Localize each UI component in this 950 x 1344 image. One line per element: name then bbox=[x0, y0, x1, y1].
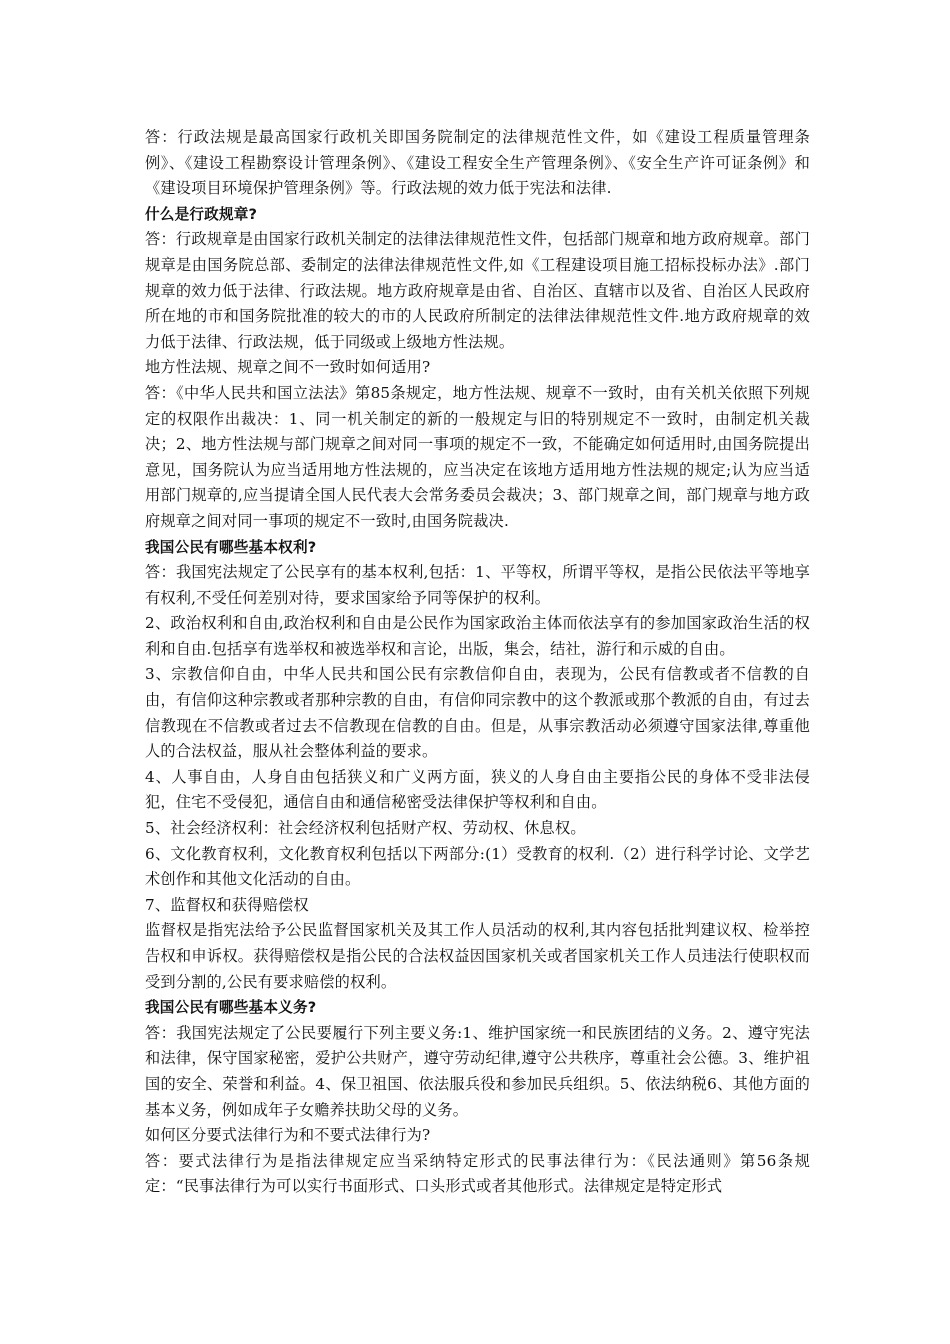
list-item-cultural-education-rights: 6、文化教育权利，文化教育权利包括以下两部分:(1）受教育的权利.（2）进行科学讨论、文学艺术创作和其他文化活动的自由。 bbox=[145, 844, 810, 889]
question-heading-basic-rights: 我国公民有哪些基本权利? bbox=[145, 538, 317, 556]
question-heading-administrative-rules: 什么是行政规章? bbox=[145, 205, 258, 223]
paragraph-supervision-compensation-detail: 监督权是指宪法给予公民监督国家机关及其工作人员活动的权利,其内容包括批判建议权、检举控告权和申诉权。获得赔偿权是指公民的合法权益因国家机关或者国家机关工作人员违法行使职权而受到分割的,公民有要求赔偿的权利。 bbox=[145, 921, 810, 991]
list-item-religious-freedom: 3、宗教信仰自由，中华人民共和国公民有宗教信仰自由，表现为，公民有信教或者不信教的自由，有信仰这种宗教或者那种宗教的自由，有信仰同宗教中的这个教派或那个教派的自由，有过去信教现在不信教或者过去不信教现在信教的自由。但是，从事宗教活动必须遵守国家法律,尊重他人的合法权益，服从社会整体利益的要求。 bbox=[145, 665, 810, 761]
answer-paragraph-equality-right: 答：我国宪法规定了公民享有的基本权利,包括：1、平等权，所谓平等权，是指公民依法平等地享有权利,不受任何差别对待，要求国家给予同等保护的权利。 bbox=[145, 563, 810, 607]
list-item-political-rights: 2、政治权利和自由,政治权利和自由是公民作为国家政治主体而依法享有的参加国家政治生活的权利和自由.包括享有选举权和被选举权和言论，出版，集会，结社，游行和示威的自由。 bbox=[145, 614, 810, 658]
answer-paragraph-formal-legal-acts: 答：要式法律行为是指法律规定应当采纳特定形式的民事法律行为：《民法通则》第56条规定：“民事法律行为可以实行书面形式、口头形式或者其他形式。法律规定是特定形式 bbox=[145, 1151, 810, 1196]
list-item-personal-freedom: 4、人事自由，人身自由包括狭义和广义两方面，狭义的人身自由主要指公民的身体不受非法侵犯，住宅不受侵犯，通信自由和通信秘密受法律保护等权利和自由。 bbox=[145, 767, 810, 812]
answer-paragraph-conflict-application: 答：《中华人民共和国立法法》第85条规定，地方性法规、规章不一致时，由有关机关依照下列规定的权限作出裁决：1、同一机关制定的新的一般规定与旧的特别规定不一致时，由制定机关裁决；2、地方性法规与部门规章之间对同一事项的规定不一致，不能确定如何适用时,由国务院提出意见，国务院认为应当适用地方性法规的，应当决定在该地方适用地方性法规的规定;认为应当适用部门规章的,应当提请全国人民代表大会常务委员会裁决；3、部门规章之间，部门规章与地方政府规章之间对同一事项的规定不一致时,由国务院裁决. bbox=[145, 383, 810, 530]
list-item-socioeconomic-rights: 5、社会经济权利：社会经济权利包括财产权、劳动权、休息权。 bbox=[145, 819, 586, 838]
answer-paragraph-administrative-rules: 答：行政规章是由国家行政机关制定的法律法律规范性文件，包括部门规章和地方政府规章。部门规章是由国务院总部、委制定的法律法律规范性文件,如《工程建设项目施工招标投标办法》.部门规章的效力低于法律、行政法规。地方政府规章是由省、自治区、直辖市以及省、自治区人民政府所在地的市和国务院批准的较大的市的人民政府所制定的法律法律规范性文件.地方政府规章的效力低于法律、行政法规，低于同级或上级地方性法规。 bbox=[145, 230, 810, 351]
question-heading-basic-duties: 我国公民有哪些基本义务? bbox=[145, 999, 317, 1017]
answer-paragraph-administrative-regulations: 答：行政法规是最高国家行政机关即国务院制定的法律规范性文件，如《建设工程质量管理条例》、《建设工程勘察设计管理条例》、《建设工程安全生产管理条例》、《安全生产许可证条例》和《建设项目环境保护管理条例》等。行政法规的效力低于宪法和法律. bbox=[145, 128, 810, 198]
answer-paragraph-basic-duties: 答：我国宪法规定了公民要履行下列主要义务:1、维护国家统一和民族团结的义务。2、遵守宪法和法律，保守国家秘密，爱护公共财产，遵守劳动纪律,遵守公共秩序，尊重社会公德。3、维护祖国的安全、荣誉和利益。4、保卫祖国、依法服兵役和参加民兵组织。5、依法纳税6、其他方面的基本义务，例如成年子女赡养扶助父母的义务。 bbox=[145, 1023, 810, 1119]
list-item-supervision-compensation: 7、监督权和获得赔偿权 bbox=[145, 895, 309, 914]
question-line-formal-legal-acts: 如何区分要式法律行为和不要式法律行为? bbox=[145, 1126, 431, 1145]
question-line-conflict-application: 地方性法规、规章之间不一致时如何适用? bbox=[145, 358, 431, 377]
document-page bbox=[145, 125, 810, 1200]
